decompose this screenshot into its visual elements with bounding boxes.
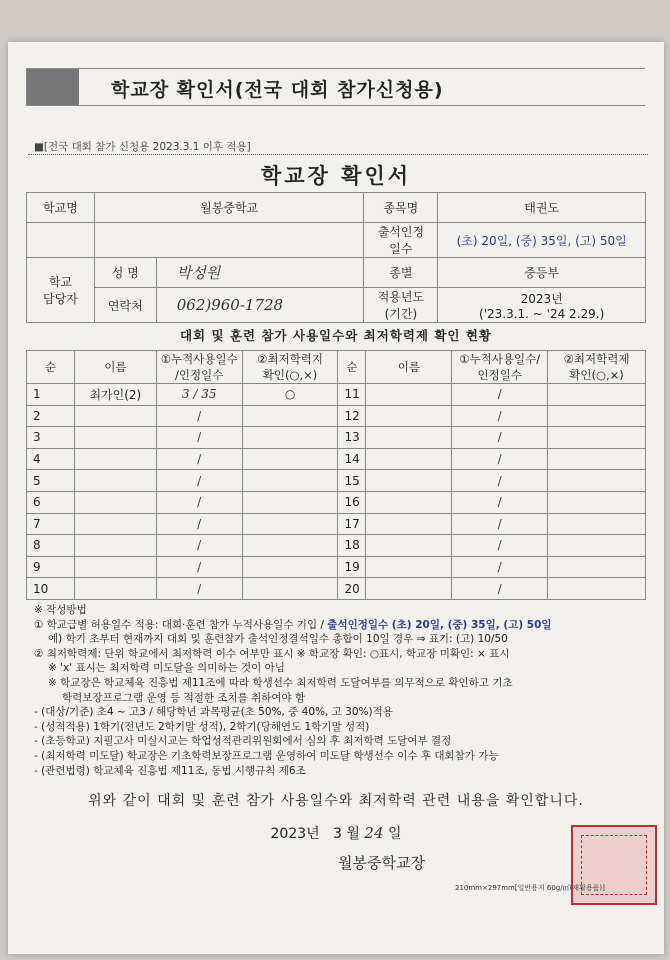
row-no: 10 xyxy=(27,578,75,600)
row-name xyxy=(74,578,156,600)
row-no-2: 16 xyxy=(338,491,366,513)
contact-label: 학교 담당자 xyxy=(27,258,95,323)
table-row xyxy=(27,405,646,427)
row-no-2: 14 xyxy=(338,448,366,470)
signer-name: 월봉중학교장 xyxy=(338,854,425,872)
col-min-2: ②최저학력제 확인(○,×) xyxy=(548,351,646,384)
row-no: 5 xyxy=(27,470,75,492)
row-days: / xyxy=(156,470,242,492)
row-name-2 xyxy=(366,384,452,406)
row-no: 6 xyxy=(27,491,75,513)
table-row xyxy=(27,384,646,406)
row-name xyxy=(74,405,156,427)
row-name-2 xyxy=(366,556,452,578)
row-days-2: / xyxy=(452,427,548,449)
row-name xyxy=(74,470,156,492)
row-no-2: 17 xyxy=(338,513,366,535)
row-no: 7 xyxy=(27,513,75,535)
attend-label: 출석인정 일수 xyxy=(364,223,438,258)
row-days: / xyxy=(156,535,242,557)
row-name-2 xyxy=(366,470,452,492)
name-value: 박성원 xyxy=(156,258,364,288)
usage-title: 대회 및 훈련 참가 사용일수와 최저학력제 확인 현황 xyxy=(179,328,493,343)
row-min-2 xyxy=(548,427,646,449)
row-days-2: / xyxy=(452,384,548,406)
note-9: - (최저학력 미도달) 학교장은 기초학력보장프로그램 운영하여 미도달 학생선수 이수 후 대회참가 가능 xyxy=(34,749,499,762)
sport-value: 태권도 xyxy=(438,193,646,223)
note-10: - (관련법령) 학교체육 진흥법 제11조, 동법 시행규칙 제6조 xyxy=(34,764,306,777)
col-days: ①누적사용일수 /인정일수 xyxy=(156,351,242,384)
row-name-2 xyxy=(366,405,452,427)
row-days-2: / xyxy=(452,513,548,535)
row-no-2: 20 xyxy=(338,578,366,600)
row-days: / xyxy=(156,427,242,449)
notes-heading: ※ 작성방법 xyxy=(34,604,87,616)
row-days: / xyxy=(156,491,242,513)
row-name xyxy=(74,491,156,513)
row-no-2: 12 xyxy=(338,405,366,427)
row-name xyxy=(74,513,156,535)
row-min-2 xyxy=(548,578,646,600)
document-page xyxy=(8,42,664,954)
row-no-2: 13 xyxy=(338,427,366,449)
confirmation-text: 위와 같이 대회 및 훈련 참가 사용일수와 최저학력 관련 내용을 확인합니다. xyxy=(88,793,584,809)
col-days-2: ①누적사용일수/ 인정일수 xyxy=(452,351,548,384)
col-name: 이름 xyxy=(74,351,156,384)
row-name xyxy=(74,448,156,470)
division-value: 중등부 xyxy=(438,258,646,288)
row-min xyxy=(242,491,338,513)
row-days: 3 / 35 xyxy=(156,384,242,406)
table-row xyxy=(27,448,646,470)
school-value: 월봉중학교 xyxy=(94,193,364,223)
top-note: ■[전국 대회 참가 신청용 2023.3.1 이후 적용] xyxy=(34,141,251,153)
table-row xyxy=(27,535,646,557)
row-min xyxy=(242,405,338,427)
row-name: 최가인(2) xyxy=(74,384,156,406)
row-days: / xyxy=(156,448,242,470)
row-no: 4 xyxy=(27,448,75,470)
note-8: - (초등학교) 지필고사 미실시교는 학업성적관리위원회에서 심의 후 최저학력 도달여부 결정 xyxy=(34,735,452,748)
year-value: 2023년 ('23.3.1. ~ '24 2.29.) xyxy=(438,288,646,323)
row-days-2: / xyxy=(452,448,548,470)
row-name xyxy=(74,556,156,578)
writing-instructions xyxy=(34,603,654,778)
row-no-2: 18 xyxy=(338,535,366,557)
note-2: ② 최저학력제: 단위 학교에서 최저학력 이수 여부만 표시 ※ 학교장 확인: ○표시, 학교장 미확인: × 표시 xyxy=(34,647,510,660)
row-no: 1 xyxy=(27,384,75,406)
row-days-2: / xyxy=(452,491,548,513)
note-7: - (성적적용) 1학기(전년도 2학기말 성적), 2학기(당해연도 1학기말 성적) xyxy=(34,720,370,733)
table-row xyxy=(27,491,646,513)
dotted-divider xyxy=(28,154,648,155)
row-min-2 xyxy=(548,405,646,427)
header-gray-block xyxy=(27,69,79,105)
row-min-2 xyxy=(548,470,646,492)
row-days-2: / xyxy=(452,405,548,427)
table-row xyxy=(27,470,646,492)
row-min-2 xyxy=(548,448,646,470)
row-min: ○ xyxy=(242,384,338,406)
header-bar xyxy=(26,68,645,106)
phone-label: 연락처 xyxy=(94,288,156,323)
row-min xyxy=(242,556,338,578)
school-label: 학교명 xyxy=(27,193,95,223)
col-name-2: 이름 xyxy=(366,351,452,384)
row-no-2: 19 xyxy=(338,556,366,578)
row-name-2 xyxy=(366,513,452,535)
table-row xyxy=(27,578,646,600)
usage-table xyxy=(26,350,646,600)
row-days-2: / xyxy=(452,578,548,600)
table-row xyxy=(27,513,646,535)
row-days: / xyxy=(156,513,242,535)
table-row xyxy=(27,427,646,449)
row-name xyxy=(74,427,156,449)
row-name-2 xyxy=(366,535,452,557)
phone-value: 062)960-1728 xyxy=(156,288,364,323)
row-min xyxy=(242,427,338,449)
note-3: ※ 'x' 표시는 최저학력 미도달을 의미하는 것이 아님 xyxy=(48,662,285,675)
col-no-2: 순 xyxy=(338,351,366,384)
row-no: 9 xyxy=(27,556,75,578)
name-label: 성 명 xyxy=(94,258,156,288)
row-min xyxy=(242,578,338,600)
official-seal-stamp xyxy=(571,825,657,905)
row-days-2: / xyxy=(452,535,548,557)
paper-size-footer: 210mm×297mm[일반용지 60g/㎡(재활용품)] xyxy=(455,884,605,892)
info-table xyxy=(26,192,646,323)
row-no: 3 xyxy=(27,427,75,449)
row-min-2 xyxy=(548,384,646,406)
col-no: 순 xyxy=(27,351,75,384)
year-label: 적용년도 (기간) xyxy=(364,288,438,323)
row-min-2 xyxy=(548,491,646,513)
row-days-2: / xyxy=(452,470,548,492)
division-label: 종별 xyxy=(364,258,438,288)
row-name-2 xyxy=(366,578,452,600)
col-min: ②최저학력지 확인(○,×) xyxy=(242,351,338,384)
row-min xyxy=(242,448,338,470)
row-min-2 xyxy=(548,513,646,535)
row-no: 2 xyxy=(27,405,75,427)
note-1: ① 학교급별 허용일수 적용: 대회·훈련 참가 누적사용일수 기입 / 출석인정일수 (초) 20일, (중) 35일, (고) 50일 xyxy=(34,618,552,631)
note-5: 학력보장프로그램 운영 등 적절한 조치를 취하여야 함 xyxy=(62,691,306,704)
attend-value: (초) 20일, (중) 35일, (고) 50일 xyxy=(438,223,646,258)
row-min xyxy=(242,513,338,535)
row-days: / xyxy=(156,556,242,578)
row-days: / xyxy=(156,405,242,427)
document-title: 학교장 확인서 xyxy=(260,164,412,188)
row-name xyxy=(74,535,156,557)
row-no-2: 15 xyxy=(338,470,366,492)
document-date: 2023년 3 월 24 일 xyxy=(270,824,402,842)
row-min xyxy=(242,470,338,492)
note-6: - (대상/기준) 초4 ~ 고3 / 해당학년 과목평균(초 50%, 중 40%, 고 30%)적용 xyxy=(34,706,393,719)
row-name-2 xyxy=(366,427,452,449)
note-4: ※ 학교장은 학교체육 진흥법 제11조에 따라 학생선수 최저학력 도달여부를 의무적으로 확인하고 기초 xyxy=(48,676,513,689)
sport-label: 종목명 xyxy=(364,193,438,223)
header-title: 학교장 확인서(전국 대회 참가신청용) xyxy=(111,79,444,101)
table-row xyxy=(27,556,646,578)
row-no: 8 xyxy=(27,535,75,557)
row-min-2 xyxy=(548,556,646,578)
row-min xyxy=(242,535,338,557)
note-1-example: 예) 학기 초부터 현재까지 대회 및 훈련참가 출석인정결석일수 총합이 10일 경우 ⇒ 표기: (고) 10/50 xyxy=(48,633,508,646)
row-name-2 xyxy=(366,448,452,470)
row-no-2: 11 xyxy=(338,384,366,406)
row-min-2 xyxy=(548,535,646,557)
row-name-2 xyxy=(366,491,452,513)
row-days: / xyxy=(156,578,242,600)
row-days-2: / xyxy=(452,556,548,578)
